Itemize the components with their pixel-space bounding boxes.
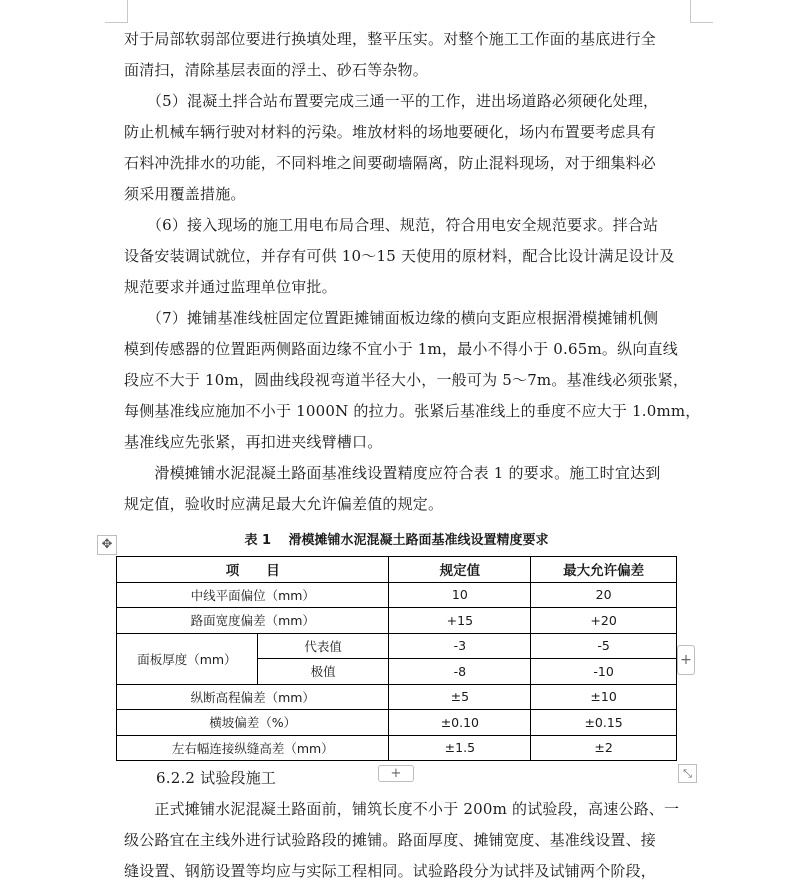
header-item: 项 目	[117, 557, 389, 583]
header-spec: 规定值	[389, 557, 531, 583]
text-line: 正式摊铺水泥混凝土路面前，铺筑长度不小于 200m 的试验段，高速公路、一	[124, 800, 680, 818]
text-line: 基准线应先张紧，再扣进夹线臂槽口。	[124, 433, 383, 451]
add-row-icon[interactable]: +	[378, 765, 414, 782]
cell-item[interactable]: 中线平面偏位（mm）	[117, 582, 389, 608]
cell-spec[interactable]: -8	[389, 659, 531, 685]
text-line: （6）接入现场的施工用电布局合理、规范，符合用电安全规范要求。拌合站	[124, 216, 659, 234]
text-line: 段应不大于 10m，圆曲线段视弯道半径大小，一般可为 5～7m。基准线必须张紧，	[124, 371, 689, 389]
cell-sub[interactable]: 极值	[257, 659, 389, 685]
cell-group[interactable]: 面板厚度（mm）	[117, 633, 258, 684]
cell-item[interactable]: 纵断高程偏差（mm）	[117, 684, 389, 710]
cell-max[interactable]: -5	[531, 633, 677, 659]
text-line: （7）摊铺基准线桩固定位置距摊铺面板边缘的横向支距应根据滑模摊铺机侧	[124, 309, 659, 327]
cell-spec[interactable]: ±5	[389, 684, 531, 710]
text-line: 缝设置、钢筋设置等均应与实际工程相同。试验路段分为试拌及试铺两个阶段，	[124, 862, 657, 880]
table-header-row	[117, 557, 677, 583]
header-max: 最大允许偏差	[531, 557, 677, 583]
cell-max[interactable]: +20	[531, 608, 677, 634]
page-corner-mark	[105, 0, 128, 23]
add-column-icon[interactable]: +	[677, 645, 695, 675]
table-move-icon[interactable]: ✥	[97, 535, 117, 555]
cell-spec[interactable]: ±1.5	[389, 735, 531, 761]
cell-spec[interactable]: ±0.10	[389, 710, 531, 736]
cell-max[interactable]: ±10	[531, 684, 677, 710]
cell-sub[interactable]: 代表值	[257, 633, 389, 659]
body-text-bottom	[124, 794, 692, 887]
text-line: 对于局部软弱部位要进行换填处理，整平压实。对整个施工工作面的基底进行全	[124, 30, 657, 48]
table-row	[117, 684, 677, 710]
table-row	[117, 608, 677, 634]
text-line: 规范要求并通过监理单位审批。	[124, 278, 337, 296]
page-corner-mark	[690, 0, 713, 23]
table-row	[117, 633, 677, 659]
cell-max[interactable]: 20	[531, 582, 677, 608]
cell-item[interactable]: 左右幅连接纵缝高差（mm）	[117, 735, 389, 761]
cell-max[interactable]: -10	[531, 659, 677, 685]
text-line: 规定值，验收时应满足最大允许偏差值的规定。	[124, 495, 444, 513]
text-line: 模到传感器的位置距两侧路面边缘不宜小于 1m，最小不得小于 0.65m。纵向直线	[124, 340, 678, 358]
table-row	[117, 735, 677, 761]
cell-max[interactable]: ±2	[531, 735, 677, 761]
table-resize-icon[interactable]: ⤡	[678, 764, 697, 783]
heading-text: 6.2.2 试验段施工	[156, 769, 277, 787]
text-line: 面清扫，清除基层表面的浮土、砂石等杂物。	[124, 61, 429, 79]
cell-spec[interactable]: +15	[389, 608, 531, 634]
text-line: 级公路宜在主线外进行试验路段的摊铺。路面厚度、摊铺宽度、基准线设置、接	[124, 831, 657, 849]
precision-table	[116, 556, 677, 761]
table-row	[117, 710, 677, 736]
cell-item[interactable]: 路面宽度偏差（mm）	[117, 608, 389, 634]
body-text-top	[124, 24, 701, 520]
text-line: 防止机械车辆行驶对材料的污染。堆放材料的场地要硬化，场内布置要考虑具有	[124, 123, 657, 141]
text-line: （5）混凝土拌合站布置要完成三通一平的工作，进出场道路必须硬化处理，	[124, 92, 659, 110]
text-line: 须采用覆盖措施。	[124, 185, 246, 203]
cell-item[interactable]: 横坡偏差（%）	[117, 710, 389, 736]
section-heading	[156, 763, 456, 794]
text-line: 每侧基准线应施加不小于 1000N 的拉力。张紧后基准线上的垂度不应大于 1.0mm，	[124, 402, 701, 420]
text-line: 石料冲洗排水的功能，不同料堆之间要砌墙隔离，防止混料现场，对于细集料必	[124, 154, 657, 172]
table-row	[117, 582, 677, 608]
text-line: 滑模摊铺水泥混凝土路面基准线设置精度应符合表 1 的要求。施工时宜达到	[124, 464, 661, 482]
cell-max[interactable]: ±0.15	[531, 710, 677, 736]
text-line: 设备安装调试就位，并存有可供 10～15 天使用的原材料，配合比设计满足设计及	[124, 247, 675, 265]
cell-spec[interactable]: 10	[389, 582, 531, 608]
table-caption: 表 1 滑模摊铺水泥混凝土路面基准线设置精度要求	[244, 533, 549, 548]
cell-spec[interactable]: -3	[389, 633, 531, 659]
